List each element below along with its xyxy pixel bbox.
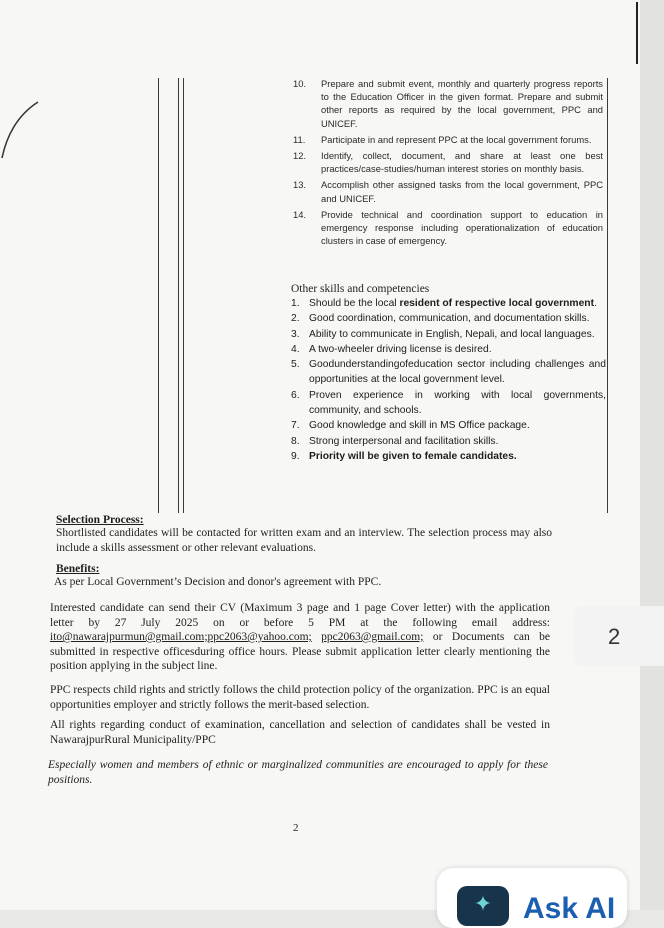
skill-item: 8. Strong interpersonal and facilitation skills. <box>291 435 499 447</box>
duty-item: 10. Prepare and submit event, monthly and quarterly progress reports to the Education Officer in the given format. Prepare and submit other reports as required by the local government, PPC and UNICEF. <box>293 78 603 129</box>
duty-item: 12. Identify, collect, document, and share at least one best practices/case-studies/human interest stories on monthly basis. <box>293 150 603 175</box>
page-indicator-number: 2 <box>608 624 621 649</box>
skills-title: Other skills and competencies <box>291 283 430 295</box>
page-edge-mark <box>636 2 638 64</box>
skill-item: 2. Good coordination, communication, and documentation skills. <box>291 313 590 325</box>
skill-item: 9. Priority will be given to female candidates. <box>291 450 517 462</box>
scan-curve-artifact <box>0 100 40 160</box>
table-border-left-3 <box>183 78 184 513</box>
skill-item: 7. Good knowledge and skill in MS Office package. <box>291 420 530 432</box>
encourage-text: Especially women and members of ethnic or marginalized communities are encouraged to apply for these positions. <box>48 759 548 786</box>
email-link-2[interactable]: ppc2063@gmail.com; <box>321 631 424 643</box>
application-text: Interested candidate can send their CV (Maximum 3 page and 1 page Cover letter) with the application letter by 27 July 2025 on or before 5 PM at the following email address: ito@nawarajpurmun@gmail.com;ppc2063@yahoo.com; ppc2063@gmail.com; or Documents can be submitted in respective officesduring office hours. Please submit application letter clearly mentioning the position applying in the subject line. <box>50 602 550 672</box>
viewer-scroll-strip[interactable] <box>640 0 664 910</box>
skill-item: 4. A two-wheeler driving license is desired. <box>291 343 492 355</box>
ask-ai-label: Ask AI <box>523 892 616 925</box>
benefits-heading: Benefits: <box>56 563 100 575</box>
selection-heading: Selection Process: <box>56 514 144 526</box>
duty-item: 13. Accomplish other assigned tasks from the local government, PPC and UNICEF. <box>293 179 603 204</box>
sparkle-icon: ✦ <box>457 886 509 926</box>
email-link-1[interactable]: ito@nawarajpurmun@gmail.com;ppc2063@yahoo.com; <box>50 631 312 643</box>
skill-item: 3. Ability to communicate in English, Nepali, and local languages. <box>291 328 595 340</box>
table-border-right <box>607 78 608 513</box>
page-number: 2 <box>293 822 299 834</box>
policy-text: PPC respects child rights and strictly follows the child protection policy of the organization. PPC is an equal opportunities employer and strictly follows the merit-based selection. <box>50 684 550 711</box>
skill-item: 5. Goodunderstandingofeducation sector including challenges and opportunities at the local government level. <box>291 359 606 386</box>
table-border-left-1 <box>158 78 159 513</box>
table-border-left-2 <box>178 78 179 513</box>
selection-text: Shortlisted candidates will be contacted for written exam and an interview. The selection process may also include a skills assessment or other relevant evaluations. <box>56 527 552 554</box>
skills-list <box>291 296 606 464</box>
skill-item: 6. Proven experience in working with local governments, community, and schools. <box>291 389 606 417</box>
duty-item: 11. Participate in and represent PPC at the local government forums. <box>293 133 592 145</box>
duties-list <box>293 77 603 250</box>
skill-item: 1. Should be the local resident of respective local government. <box>291 298 597 309</box>
benefits-text: As per Local Government’s Decision and donor's agreement with PPC. <box>54 576 382 588</box>
duty-item: 14. Provide technical and coordination support to education in emergency response including operationalization of education clusters in case of emergency. <box>293 208 603 247</box>
rights-text: All rights regarding conduct of examination, cancellation and selection of candidates shall be vested in NawarajpurRural Municipality/PPC <box>50 719 550 746</box>
ask-ai-button[interactable] <box>437 868 627 928</box>
